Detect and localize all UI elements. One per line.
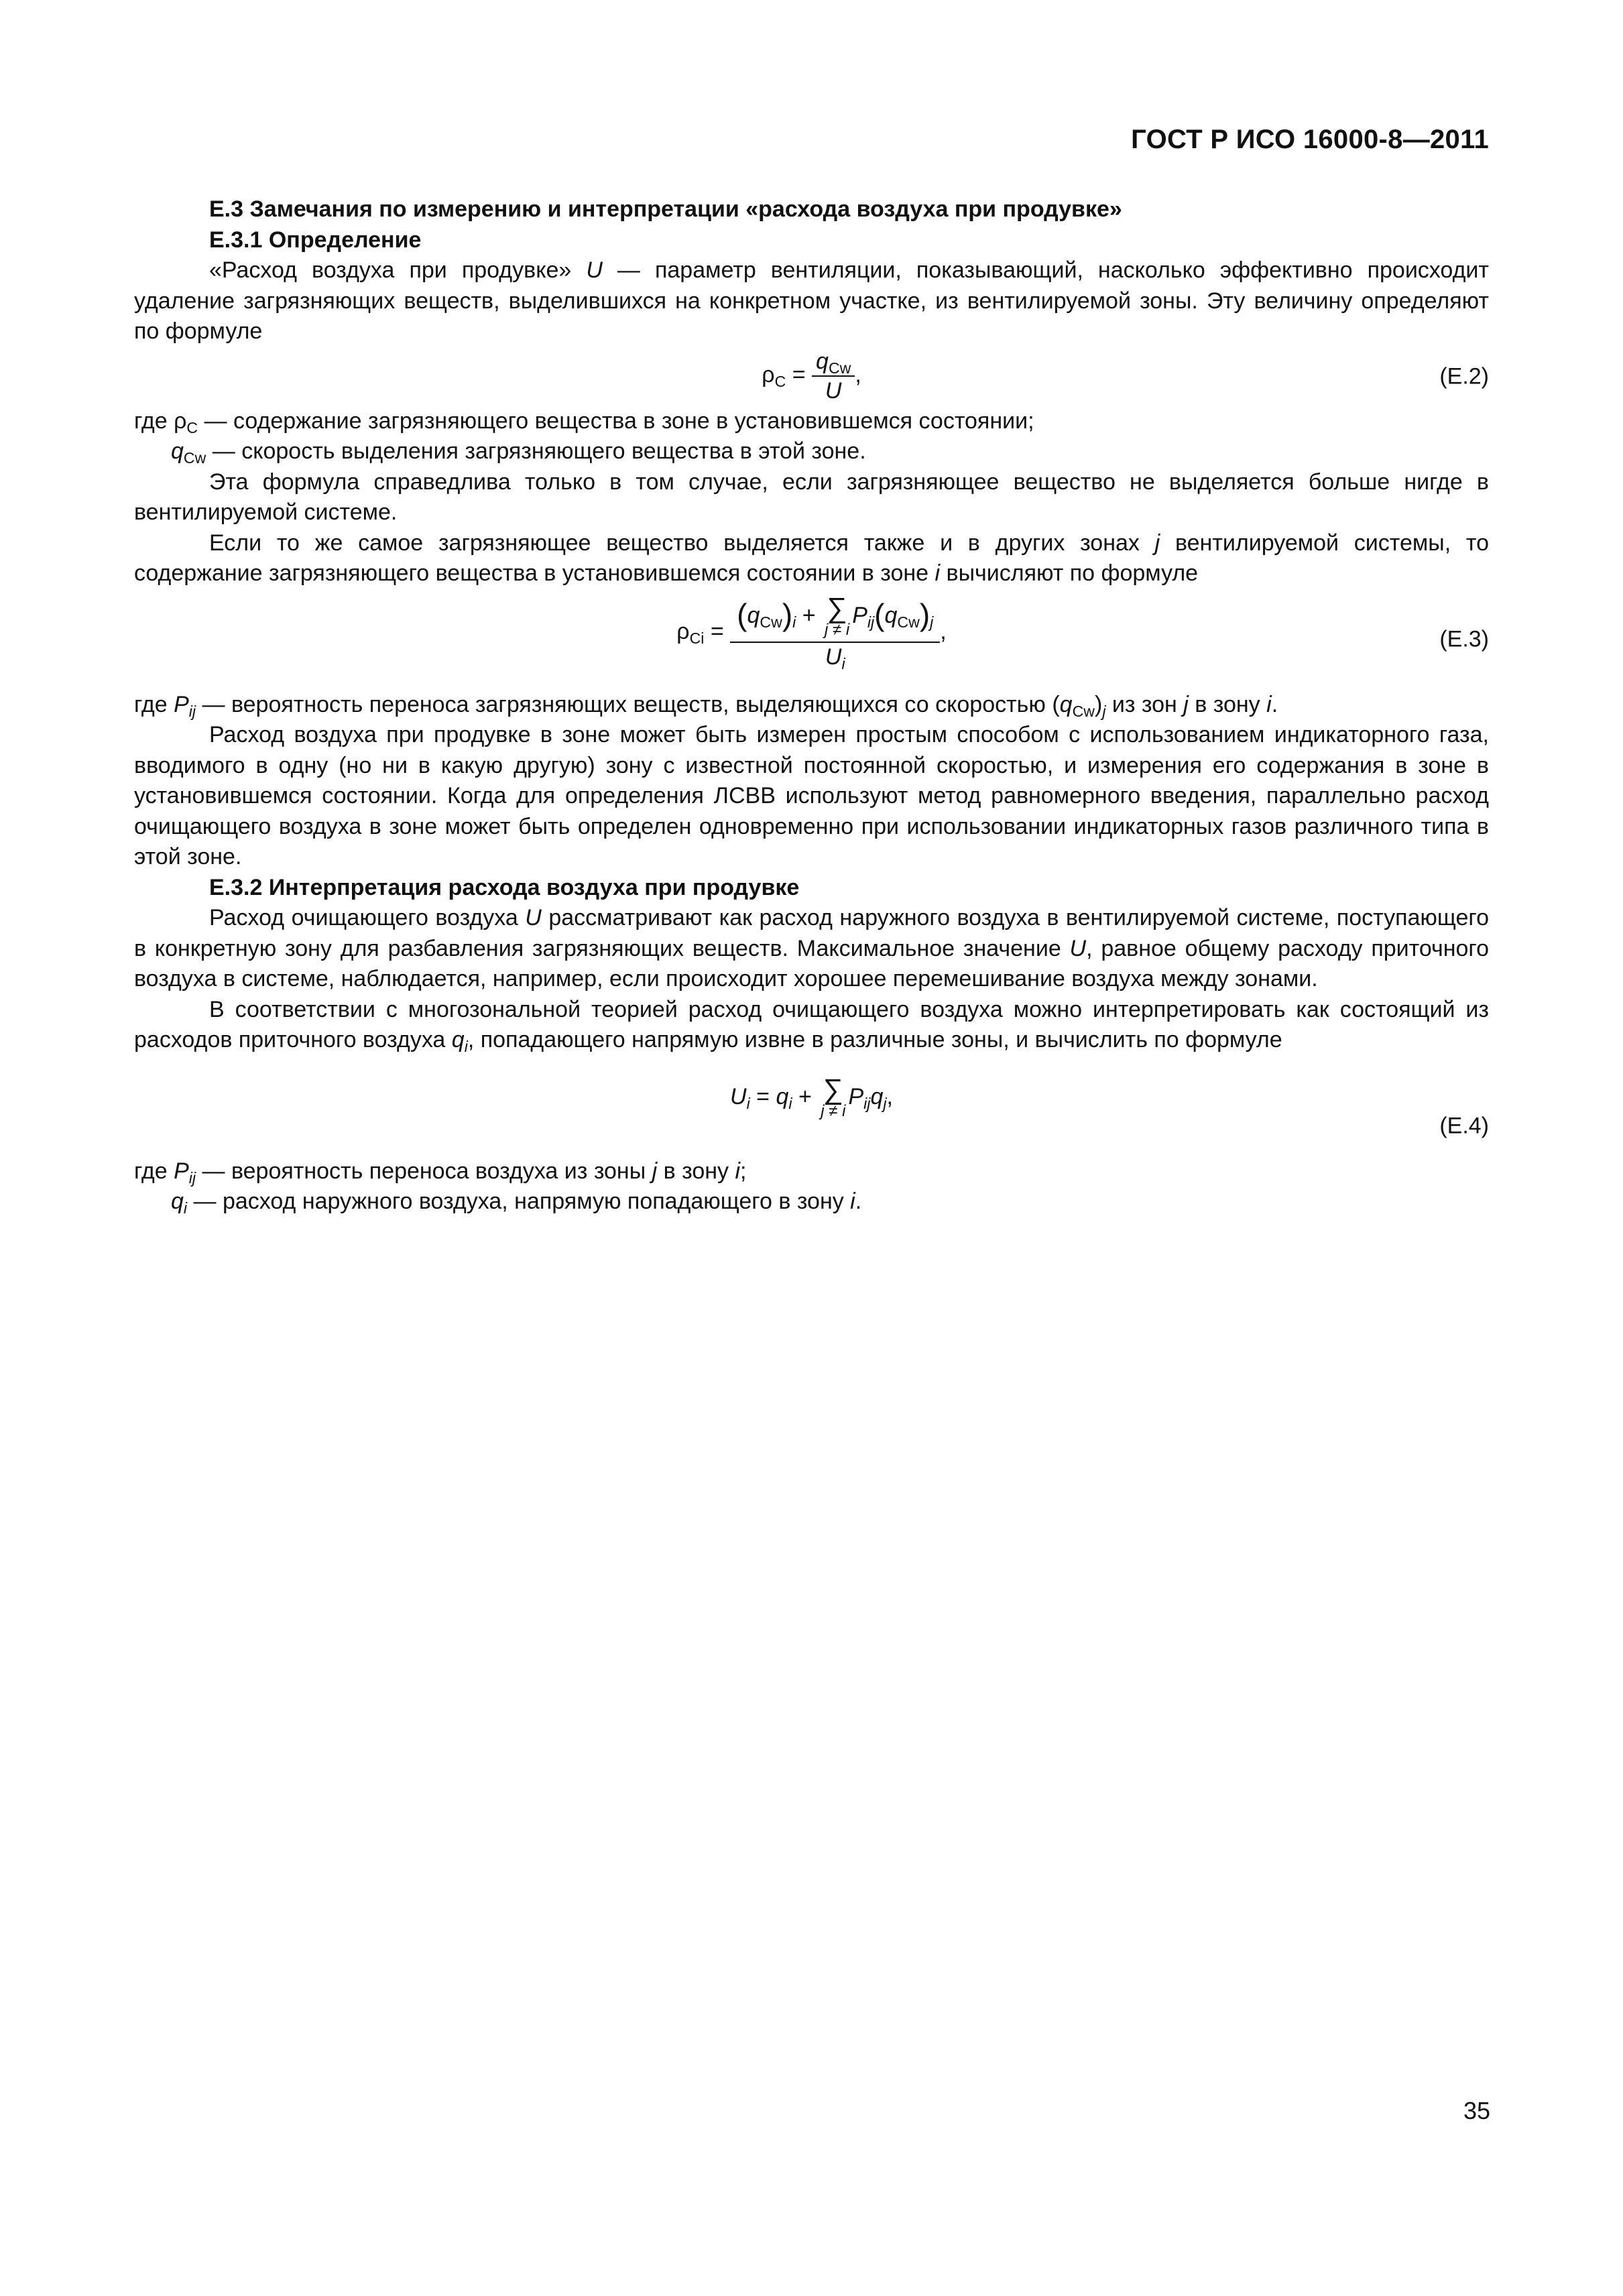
fraction-e2: $\frac{q_{Cw}}{U}$: [812, 347, 855, 405]
paragraph-validity: Эта формула справедлива только в том случае, если загрязняющее вещество не выделяется больше нигде в вентилируемой системе.: [134, 469, 1489, 525]
paragraph-definition: «Расход воздуха при продувке» U — параметр вентиляции, показывающий, насколько эффективно происходит удаление загрязняющих веществ, выделившихся на конкретном участке, из вентилируемой зоны. Эту величину определяют по формуле: [134, 257, 1489, 344]
where-clause-e2-rho: где $\rho_C$ — содержание загрязняющего вещества в зоне в установившемся состоянии;: [134, 408, 1034, 436]
section-e3-title: Е.3 Замечания по измерению и интерпретации «расхода воздуха при продувке»: [209, 196, 1122, 222]
paragraph-other-zones: Если то же самое загрязняющее вещество выделяется также и в других зонах j вентилируемой системы, то содержание загрязняющего вещества в установившемся состоянии в зоне i вычисляют по формуле: [134, 530, 1489, 586]
formula-e3: $\rho_{Ci}$ = $(q_{Cw})_i$ + ∑ j ≠ i $P_{ij}(q_{Cw})_j$ $U_i$ , (Е.3): [676, 591, 1489, 672]
formula-e4: $U_i = q_i$ + ∑ j ≠ i $P_{ij}q_j$, (Е.4): [134, 1056, 1489, 1156]
fraction-e3: $(q_{Cw})_i$ + ∑ j ≠ i $P_{ij}(q_{Cw})_j$ $U_i$: [730, 595, 940, 671]
subsection-e3-2-title: Е.3.2 Интерпретация расхода воздуха при продувке: [209, 874, 800, 900]
paragraph-interpretation: Расход очищающего воздуха U рассматривают как расход наружного воздуха в вентилируемой системе, поступающего в конкретную зону для разбавления загрязняющих веществ. Максимальное значение U, равное общему расходу приточного воздуха в системе, наблюдается, например, если происходит хорошее перемешивание воздуха между зонами.: [134, 905, 1489, 991]
page-number: 35: [1463, 2097, 1490, 2124]
sum-symbol-e3: ∑ j ≠ i: [825, 591, 850, 639]
document-content: [134, 194, 1489, 1217]
formula-number-e4: (Е.4): [1439, 1112, 1489, 1138]
where-clause-e3: где $P_{ij}$ — вероятность переноса загрязняющих веществ, выделяющихся со скоростью $(q_{Cw})_j$ из зон j в зону i.: [134, 691, 1278, 720]
formula-e2: $\rho_C$ = $\frac{q_{Cw}}{U}$ , (Е.2): [762, 348, 1489, 404]
where-clause-e2-q: $q_{Cw}$ — скорость выделения загрязняющего вещества в этой зоне.: [171, 438, 866, 467]
where-clause-e4-p: где $P_{ij}$ — вероятность переноса воздуха из зоны j в зону i;: [134, 1158, 747, 1187]
document-standard-header: ГОСТ Р ИСО 16000-8—2011: [1131, 125, 1489, 154]
formula-number-e3: (Е.3): [1439, 625, 1489, 652]
paragraph-multizone: В соответствии с многозональной теорией расход очищающего воздуха можно интерпретировать как состоящий из расходов приточного воздуха $q_i$, попадающего напрямую извне в различные зоны, и вычислить по формуле: [134, 996, 1489, 1055]
formula-number-e2: (Е.2): [1439, 363, 1489, 389]
paragraph-measurement: Расход воздуха при продувке в зоне может быть измерен простым способом с использованием индикаторного газа, вводимого в одну (но ни в какую другую) зону с известной постоянной скоростью, и измерения его содержания в зоне в установившемся состоянии. Когда для определения ЛСВВ используют метод равномерного введения, параллельно расход очищающего воздуха в зоне может быть определен одновременно при использовании индикаторных газов различного типа в этой зоне.: [134, 722, 1489, 869]
sum-symbol-e4: ∑ j ≠ i: [821, 1073, 846, 1120]
subsection-e3-1-title: Е.3.1 Определение: [209, 227, 422, 253]
where-clause-e4-q: $q_i$ — расход наружного воздуха, напрямую попадающего в зону i.: [171, 1189, 862, 1217]
